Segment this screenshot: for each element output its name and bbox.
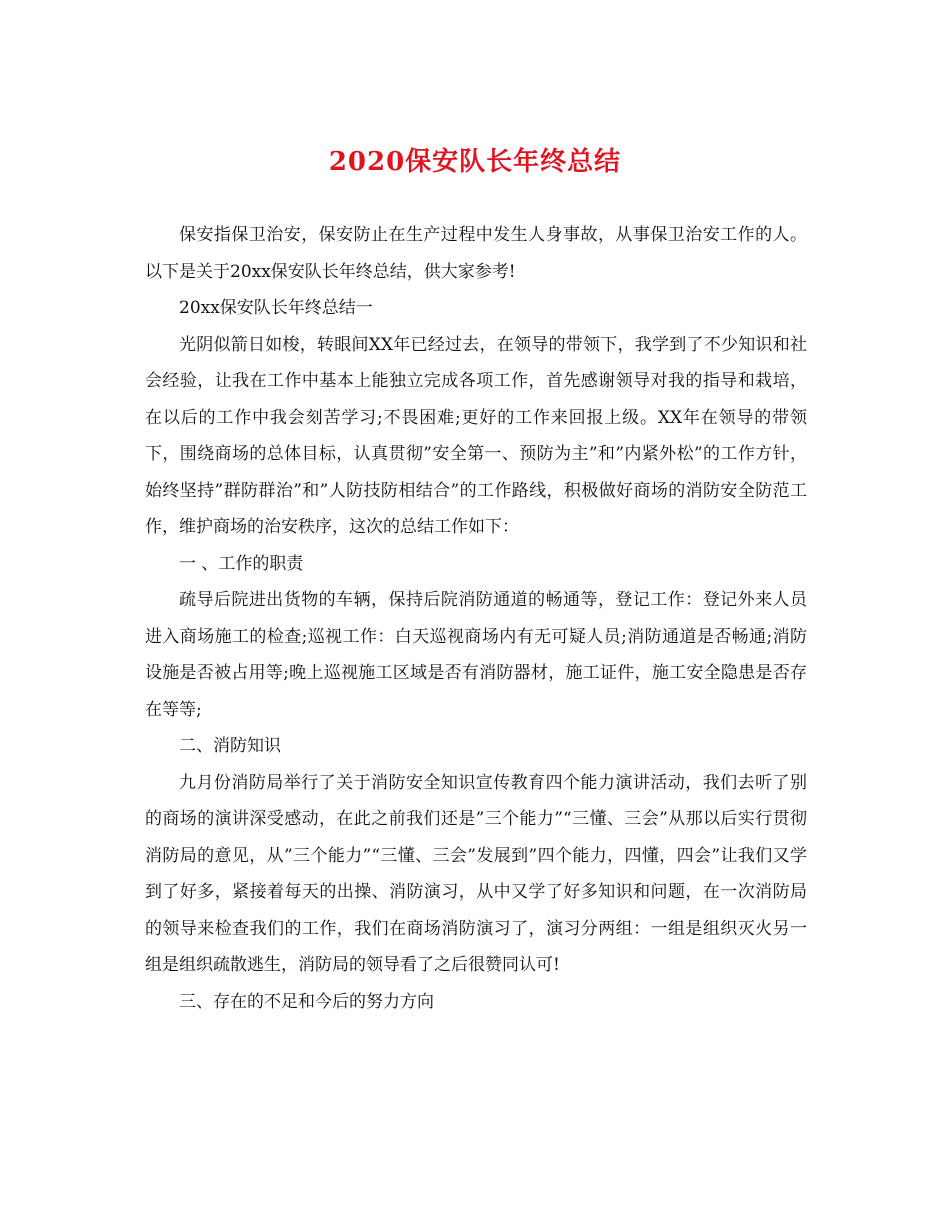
paragraph-fire-knowledge: 九月份消防局举行了关于消防安全知识宣传教育四个能力演讲活动，我们去听了别的商场的演讲深受感动，在此之前我们还是”三个能力”“三懂、三会”从那以后实行贯彻消防局的意见，从”三个能力”“三懂、三会”发展到”四个能力，四懂，四会”让我们又学到了好多，紧接着每天的出操、消防演习，从中又学了好多知识和问题，在一次消防局的领导来检查我们的工作，我们在商场消防演习了，演习分两组：一组是组织灭火另一组是组织疏散逃生，消防局的领导看了之后很赞同认可! xyxy=(145,772,807,975)
paragraph-overview: 光阴似箭日如梭，转眼间XX年已经过去，在领导的带领下，我学到了不少知识和社会经验，让我在工作中基本上能独立完成各项工作，首先感谢领导对我的指导和栽培，在以后的工作中我会刻苦学习;不畏困难;更好的工作来回报上级。XX年在领导的带领下，围绕商场的总体目标，认真贯彻”安全第一、预防为主”和”内紧外松”的工作方针，始终坚持”群防群治”和”人防技防相结合”的工作路线，积极做好商场的消防安全防范工作，维护商场的治安秩序，这次的总结工作如下： xyxy=(145,334,807,537)
section-heading-shortcomings: 三、存在的不足和今后的努力方向 xyxy=(179,991,434,1012)
paragraph-intro: 保安指保卫治安，保安防止在生产过程中发生人身事故，从事保卫治安工作的人。以下是关于20xx保安队长年终总结，供大家参考! xyxy=(145,225,807,282)
document-body xyxy=(145,217,807,1020)
paragraph-duties: 疏导后院进出货物的车辆，保持后院消防通道的畅通等，登记工作：登记外来人员进入商场施工的检查;巡视工作：白天巡视商场内有无可疑人员;消防通道是否畅通;消防设施是否被占用等;晚上巡视施工区域是否有消防器材，施工证件，施工安全隐患是否存在等等; xyxy=(145,590,807,720)
document-title: 2020保安队长年终总结 xyxy=(328,147,622,177)
section-heading-fire-knowledge: 二、消防知识 xyxy=(179,736,281,756)
section-heading-duties: 一 、工作的职责 xyxy=(179,553,304,574)
paragraph-subtitle: 20xx保安队长年终总结一 xyxy=(179,298,373,318)
